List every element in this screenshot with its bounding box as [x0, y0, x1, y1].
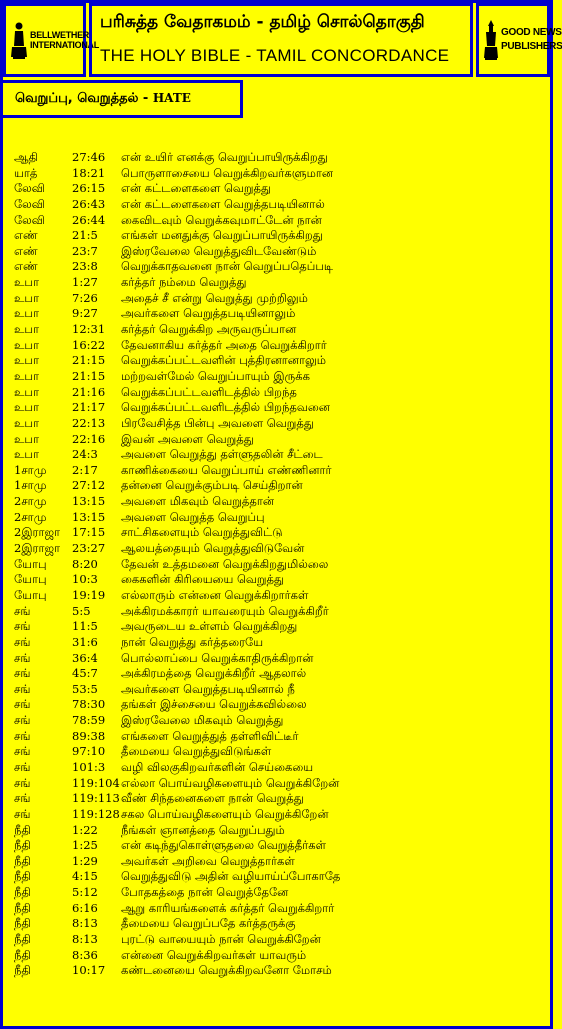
verse-excerpt: அதைச் சீ என்று வெறுத்து முற்றிலும் — [121, 290, 308, 305]
verse-excerpt: கைவிடவும் வெறுக்கவுமாட்டேன் நான் — [121, 212, 322, 227]
verse-reference: 53:5 — [72, 681, 98, 696]
concordance-row — [0, 807, 553, 823]
book-abbreviation: சங் — [14, 775, 31, 790]
book-abbreviation: உபா — [14, 322, 39, 337]
verse-excerpt: என் கடிந்துகொள்ளுதலை வெறுத்தீர்கள் — [121, 838, 327, 853]
verse-reference: 10:17 — [72, 963, 106, 978]
book-abbreviation: எண் — [14, 243, 38, 258]
book-abbreviation: நீதி — [14, 947, 31, 962]
verse-excerpt: வழி விலகுகிறவர்களின் செய்கையை — [121, 759, 314, 774]
logo-left-line2: INTERNATIONAL — [30, 40, 99, 50]
verse-reference: 21:5 — [72, 228, 98, 243]
book-abbreviation: லேவி — [14, 196, 45, 211]
concordance-row — [0, 338, 553, 354]
verse-excerpt: அவளை மிகவும் வெறுத்தான் — [121, 494, 275, 509]
verse-reference: 13:15 — [72, 494, 106, 509]
verse-reference: 8:20 — [72, 556, 98, 571]
verse-excerpt: பொல்லாப்பை வெறுக்காதிருக்கிறான் — [121, 650, 314, 665]
subject-heading — [15, 91, 191, 107]
verse-reference: 89:38 — [72, 728, 106, 743]
concordance-row — [0, 291, 553, 307]
verse-reference: 119:104 — [72, 775, 120, 790]
verse-reference: 1:29 — [72, 853, 98, 868]
book-abbreviation: நீதி — [14, 932, 31, 947]
verse-excerpt: அக்கிரமத்தை வெறுக்கிறீர் ஆதலால் — [121, 666, 307, 681]
book-abbreviation: சங் — [14, 728, 31, 743]
verse-reference: 2:17 — [72, 462, 98, 477]
verse-excerpt: அவளை வெறுத்த வெறுப்பு — [121, 509, 265, 524]
verse-reference: 21:17 — [72, 400, 106, 415]
concordance-row — [0, 494, 553, 510]
verse-excerpt: தேவனாகிய கர்த்தர் அதை வெறுக்கிறார் — [121, 337, 327, 352]
book-abbreviation: சங் — [14, 619, 31, 634]
verse-reference: 8:36 — [72, 947, 98, 962]
verse-excerpt: தேவன் உத்தமனை வெறுக்கிறதுமில்லை — [121, 556, 329, 571]
verse-excerpt: சாட்சிகளையும் வெறுத்துவிட்டு — [121, 525, 283, 540]
verse-reference: 1:22 — [72, 822, 98, 837]
concordance-row — [0, 150, 553, 166]
concordance-row — [0, 275, 553, 291]
logo-right-line2: PUBLISHERS — [501, 41, 562, 52]
verse-reference: 13:15 — [72, 509, 106, 524]
verse-excerpt: நீங்கள் ஞானத்தை வெறுப்பதும் — [121, 822, 285, 837]
verse-reference: 23:8 — [72, 259, 98, 274]
verse-excerpt: ஆலயத்தையும் வெறுத்துவிடுவேன் — [121, 541, 305, 556]
book-abbreviation: 2இராஜா — [14, 525, 61, 540]
verse-reference: 16:22 — [72, 337, 106, 352]
verse-reference: 21:15 — [72, 368, 106, 383]
book-abbreviation: யோபு — [14, 587, 47, 602]
verse-reference: 11:5 — [72, 619, 98, 634]
concordance-row — [0, 838, 553, 854]
book-abbreviation: உபா — [14, 290, 39, 305]
verse-excerpt: போதகத்தை நான் வெறுத்தேனே — [121, 885, 289, 900]
concordance-row — [0, 306, 553, 322]
verse-reference: 26:44 — [72, 212, 106, 227]
verse-excerpt: காணிக்கையை வெறுப்பாய் எண்ணினார் — [121, 462, 332, 477]
verse-excerpt: கைகளின் கிரியையை வெறுத்து — [121, 572, 284, 587]
good-news-logo — [476, 3, 562, 77]
concordance-row — [0, 478, 553, 494]
concordance-row — [0, 651, 553, 667]
book-abbreviation: நீதி — [14, 963, 31, 978]
book-abbreviation: உபா — [14, 275, 39, 290]
concordance-row — [0, 604, 553, 620]
concordance-row — [0, 619, 553, 635]
book-abbreviation: யாத் — [14, 165, 38, 180]
concordance-row — [0, 791, 553, 807]
verse-reference: 4:15 — [72, 869, 98, 884]
concordance-row — [0, 416, 553, 432]
subject-english: HATE — [152, 91, 191, 105]
verse-excerpt: கர்த்தர் நம்மை வெறுத்து — [121, 275, 247, 290]
book-abbreviation: சங் — [14, 806, 31, 821]
book-abbreviation: உபா — [14, 431, 39, 446]
verse-reference: 31:6 — [72, 634, 98, 649]
book-abbreviation: நீதி — [14, 869, 31, 884]
book-abbreviation: நீதி — [14, 885, 31, 900]
book-abbreviation: சங் — [14, 744, 31, 759]
verse-excerpt: என் கட்டளைகளை வெறுத்தபடியினால் — [121, 196, 325, 211]
verse-reference: 10:3 — [72, 572, 98, 587]
verse-reference: 26:15 — [72, 181, 106, 196]
verse-reference: 101:3 — [72, 759, 106, 774]
concordance-row — [0, 697, 553, 713]
book-abbreviation: உபா — [14, 337, 39, 352]
verse-excerpt: வீண் சிந்தனைகளை நான் வெறுத்து — [121, 791, 304, 806]
verse-excerpt: அக்கிரமக்காரர் யாவரையும் வெறுக்கிறீர் — [121, 603, 329, 618]
verse-reference: 119:128 — [72, 806, 120, 821]
book-abbreviation: 2இராஜா — [14, 541, 61, 556]
book-abbreviation: லேவி — [14, 181, 45, 196]
verse-reference: 8:13 — [72, 916, 98, 931]
verse-excerpt: கண்டனையை வெறுக்கிறவனோ மோசம் — [121, 963, 332, 978]
verse-excerpt: என்னை வெறுக்கிறவர்கள் யாவரும் — [121, 947, 307, 962]
concordance-row — [0, 228, 553, 244]
verse-reference: 119:113 — [72, 791, 120, 806]
verse-excerpt: கர்த்தர் வெறுக்கிற அருவருப்பான — [121, 322, 297, 337]
book-abbreviation: 1சாமு — [14, 462, 47, 477]
verse-excerpt: வெறுக்கப்பட்டவளின் புத்திரனானாலும் — [121, 353, 327, 368]
concordance-row — [0, 432, 553, 448]
verse-reference: 9:27 — [72, 306, 98, 321]
verse-excerpt: தங்கள் இச்சையை வெறுக்கவில்லை — [121, 697, 307, 712]
verse-excerpt: நான் வெறுத்து கர்த்தரையே — [121, 634, 264, 649]
book-abbreviation: உபா — [14, 400, 39, 415]
verse-reference: 12:31 — [72, 322, 106, 337]
book-abbreviation: சங் — [14, 666, 31, 681]
bellwether-logo — [3, 3, 99, 77]
concordance-row — [0, 259, 553, 275]
verse-reference: 22:13 — [72, 415, 106, 430]
book-abbreviation: யோபு — [14, 556, 47, 571]
verse-reference: 26:43 — [72, 196, 106, 211]
book-abbreviation: நீதி — [14, 853, 31, 868]
verse-excerpt: வெறுக்காதவனை நான் வெறுப்பதெப்படி — [121, 259, 334, 274]
book-abbreviation: உபா — [14, 447, 39, 462]
verse-excerpt: எல்லா பொய்வழிகளையும் வெறுக்கிறேன் — [121, 775, 340, 790]
concordance-row — [0, 166, 553, 182]
book-abbreviation: சங் — [14, 759, 31, 774]
verse-excerpt: அவளை வெறுத்து தள்ளுதலின் சீட்டை — [121, 447, 323, 462]
concordance-row — [0, 744, 553, 760]
verse-reference: 1:27 — [72, 275, 98, 290]
concordance-row — [0, 541, 553, 557]
verse-reference: 5:12 — [72, 885, 98, 900]
verse-excerpt: எங்களை வெறுத்துத் தள்ளிவிட்டீர் — [121, 728, 299, 743]
concordance-row — [0, 713, 553, 729]
verse-reference: 97:10 — [72, 744, 106, 759]
subject-box — [0, 80, 243, 118]
verse-reference: 18:21 — [72, 165, 106, 180]
book-abbreviation: லேவி — [14, 212, 45, 227]
verse-reference: 22:16 — [72, 431, 106, 446]
concordance-row — [0, 666, 553, 682]
verse-excerpt: வெறுக்கப்பட்டவளிடத்தில் பிறந்தவனை — [121, 400, 330, 415]
concordance-row — [0, 885, 553, 901]
concordance-row — [0, 869, 553, 885]
verse-excerpt: தீமையை வெறுத்துவிடுங்கள் — [121, 744, 272, 759]
concordance-row — [0, 948, 553, 964]
book-abbreviation: நீதி — [14, 838, 31, 853]
bell-figure-icon — [10, 20, 28, 60]
book-abbreviation: 2சாமு — [14, 509, 47, 524]
verse-excerpt: அவர்களை வெறுத்தபடியினாலும் — [121, 306, 296, 321]
verse-excerpt: என் கட்டளைகளை வெறுத்து — [121, 181, 272, 196]
verse-reference: 21:16 — [72, 384, 106, 399]
concordance-row — [0, 322, 553, 338]
concordance-row — [0, 400, 553, 416]
verse-excerpt: வெறுக்கப்பட்டவளிடத்தில் பிறந்த — [121, 384, 297, 399]
book-abbreviation: சங் — [14, 650, 31, 665]
concordance-row — [0, 916, 553, 932]
concordance-row — [0, 588, 553, 604]
verse-excerpt: பொருளாசையை வெறுக்கிறவர்களுமான — [121, 165, 334, 180]
concordance-row — [0, 901, 553, 917]
verse-reference: 27:46 — [72, 150, 106, 164]
title-box — [89, 3, 473, 77]
book-abbreviation: ஆதி — [14, 150, 38, 164]
concordance-row — [0, 932, 553, 948]
concordance-row — [0, 963, 553, 979]
title-english: THE HOLY BIBLE - TAMIL CONCORDANCE — [100, 46, 450, 65]
verse-excerpt: அவர்கள் அறிவை வெறுத்தார்கள் — [121, 853, 295, 868]
concordance-row — [0, 557, 553, 573]
book-abbreviation: உபா — [14, 353, 39, 368]
book-abbreviation: சங் — [14, 634, 31, 649]
book-abbreviation: சங் — [14, 603, 31, 618]
book-abbreviation: எண் — [14, 259, 38, 274]
book-abbreviation: சங் — [14, 697, 31, 712]
verse-excerpt: எல்லாரும் என்னை வெறுக்கிறார்கள் — [121, 587, 309, 602]
concordance-row — [0, 353, 553, 369]
book-abbreviation: சங் — [14, 681, 31, 696]
verse-reference: 8:13 — [72, 932, 98, 947]
concordance-row — [0, 823, 553, 839]
verse-excerpt: தன்னை வெறுக்கும்படி செய்திறான் — [121, 478, 303, 493]
book-abbreviation: உபா — [14, 384, 39, 399]
book-abbreviation: உபா — [14, 415, 39, 430]
verse-excerpt: என் உயிர் எனக்கு வெறுப்பாயிருக்கிறது — [121, 150, 328, 164]
verse-reference: 6:16 — [72, 900, 98, 915]
book-abbreviation: நீதி — [14, 900, 31, 915]
verse-reference: 78:59 — [72, 713, 106, 728]
verse-excerpt: இஸ்ரவேலை வெறுத்துவிடவேண்டும் — [121, 243, 317, 258]
verse-reference: 7:26 — [72, 290, 98, 305]
concordance-row — [0, 682, 553, 698]
lamp-figure-icon — [483, 18, 499, 62]
book-abbreviation: உபா — [14, 306, 39, 321]
verse-reference: 45:7 — [72, 666, 98, 681]
concordance-row — [0, 385, 553, 401]
book-abbreviation: நீதி — [14, 822, 31, 837]
verse-reference: 78:30 — [72, 697, 106, 712]
verse-excerpt: இவன் அவளை வெறுத்து — [121, 431, 254, 446]
concordance-row — [0, 854, 553, 870]
verse-reference: 24:3 — [72, 447, 98, 462]
verse-reference: 17:15 — [72, 525, 106, 540]
concordance-row — [0, 729, 553, 745]
verse-excerpt: சகல பொய்வழிகளையும் வெறுக்கிறேன் — [121, 806, 329, 821]
verse-excerpt: எங்கள் மனதுக்கு வெறுப்பாயிருக்கிறது — [121, 228, 323, 243]
verse-reference: 27:12 — [72, 478, 106, 493]
verse-reference: 23:27 — [72, 541, 106, 556]
book-abbreviation: நீதி — [14, 916, 31, 931]
concordance-row — [0, 635, 553, 651]
concordance-row — [0, 510, 553, 526]
book-abbreviation: உபா — [14, 368, 39, 383]
concordance-row — [0, 197, 553, 213]
verse-excerpt: பிரவேசித்த பின்பு அவளை வெறுத்து — [121, 415, 314, 430]
book-abbreviation: எண் — [14, 228, 38, 243]
concordance-row — [0, 181, 553, 197]
concordance-row — [0, 760, 553, 776]
concordance-row — [0, 244, 553, 260]
verse-excerpt: மற்றவள்மேல் வெறுப்பாயும் இருக்க — [121, 368, 310, 383]
book-abbreviation: சங் — [14, 713, 31, 728]
book-abbreviation: 2சாமு — [14, 494, 47, 509]
verse-reference: 36:4 — [72, 650, 98, 665]
verse-reference: 21:15 — [72, 353, 106, 368]
verse-reference: 1:25 — [72, 838, 98, 853]
concordance-row — [0, 447, 553, 463]
verse-excerpt: ஆறு காரியங்களைக் கர்த்தர் வெறுக்கிறார் — [121, 900, 335, 915]
verse-excerpt: அவருடைய உள்ளம் வெறுக்கிறது — [121, 619, 298, 634]
logo-right-line1: GOOD NEWS — [501, 27, 562, 38]
concordance-row — [0, 463, 553, 479]
book-abbreviation: யோபு — [14, 572, 47, 587]
concordance-row — [0, 213, 553, 229]
book-abbreviation: 1சாமு — [14, 478, 47, 493]
book-abbreviation: சங் — [14, 791, 31, 806]
logo-left-line1: BELLWETHER — [30, 30, 89, 40]
verse-reference: 23:7 — [72, 243, 98, 258]
verse-excerpt: வெறுத்துவிடு அதின் வழியாய்ப்போகாதே — [121, 869, 341, 884]
concordance-list — [0, 150, 553, 979]
concordance-row — [0, 369, 553, 385]
verse-reference: 19:19 — [72, 587, 106, 602]
title-tamil: பரிசுத்த வேதாகமம் - தமிழ் சொல்தொகுதி — [100, 12, 425, 32]
concordance-row — [0, 525, 553, 541]
concordance-row — [0, 776, 553, 792]
verse-excerpt: இஸ்ரவேலை மிகவும் வெறுத்து — [121, 713, 284, 728]
concordance-row — [0, 572, 553, 588]
verse-excerpt: தீமையை வெறுப்பதே கர்த்தருக்கு — [121, 916, 296, 931]
subject-tamil: வெறுப்பு, வெறுத்தல் - — [15, 91, 153, 106]
verse-reference: 5:5 — [72, 603, 91, 618]
verse-excerpt: அவர்களை வெறுத்தபடியினால் நீ — [121, 681, 295, 696]
verse-excerpt: புரட்டு வாயையும் நான் வெறுக்கிறேன் — [121, 932, 321, 947]
